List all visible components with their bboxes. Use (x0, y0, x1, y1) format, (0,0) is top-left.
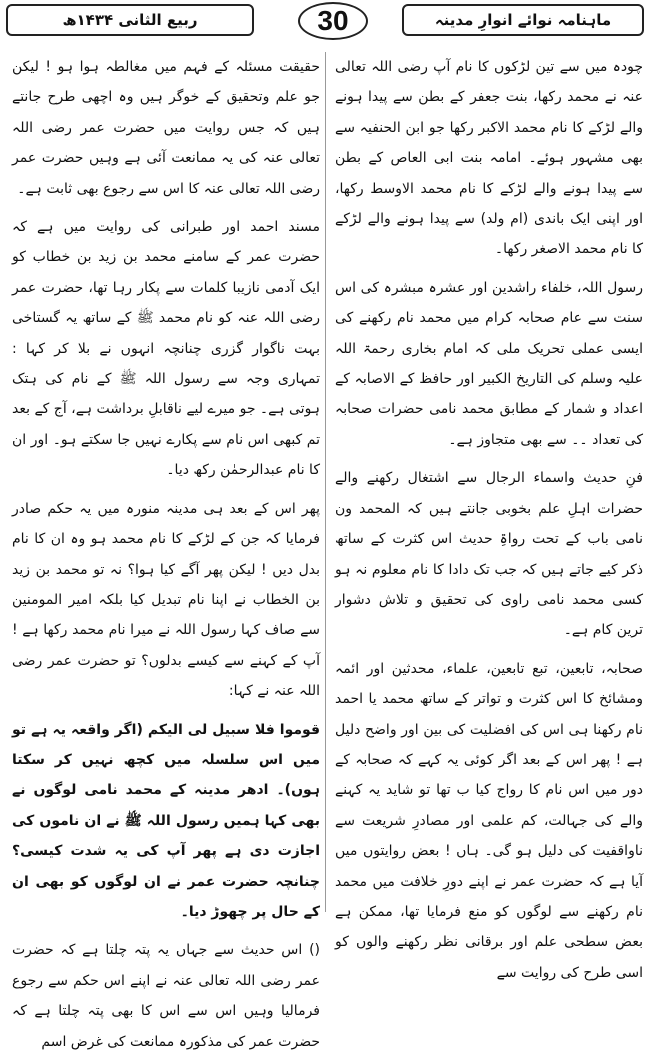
paragraph: پھر اس کے بعد ہی مدینہ منورہ میں یہ حکم صادر فرمایا کہ جن کے لڑکے کا نام محمد ہو وہ ان کا نام بدل دیں ! لیکن پھر آگے کیا ہوا؟ نہ تو محمد بن زید بن الخطاب نے اپنا نام تبدیل کیا بلکہ امیر المومنین سے صاف کہا رسول اللہ نے میرا نام محمد رکھا ہے ! آپ کے کہنے سے کیسے بدلوں؟ تو حضرت عمر رضی اللہ عنہ نے کہا: (12, 500, 320, 700)
page-header (0, 0, 650, 50)
paragraph: مسند احمد اور طبرانی کی روایت میں ہے کہ حضرت عمر کے سامنے محمد بن زید بن خطاب کو ایک آدمی نازیبا کلمات سے پکار رہا تھا، حضرت عمر رضی اللہ عنہ کو نام محمد ﷺ کے ساتھ یہ گستاخی بہت ناگوار گزری چنانچہ انہوں نے بلا کر کہا : تمہاری وجہ سے رسول اللہ ﷺ کے نام کی ہتک ہوتی ہے۔ جو میرے لیے ناقابلِ برداشت ہے، آج کے بعد تم کبھی اس نام سے پکارے نہیں جا سکتے ہو۔ اور ان کا نام عبدالرحمٰن رکھ دیا۔ (12, 219, 320, 479)
right-column (335, 52, 643, 981)
paragraph: قوموا فلا سبیل لی الیکم (اگر واقعہ یہ ہے تو میں اس سلسلہ میں کچھ نہیں کر سکتا ہوں)۔ ادھر مدینہ کے محمد نامی لوگوں نے بھی کہا ہمیں رسول اللہ ﷺ نے ان ناموں کی اجازت دی ہے پھر آپ کی یہ شدت کیسی؟ چنانچہ حضرت عمر نے ان لوگوں کو بھی ان کے حال پر چھوڑ دیا۔ (12, 721, 320, 920)
paragraph: () اس حدیث سے جہاں یہ پتہ چلتا ہے کہ حضرت عمر رضی اللہ تعالی عنہ نے اپنے اس حکم سے رجوع فرمالیا وہیں اس سے اس کا بھی پتہ چلتا ہے کہ حضرت عمر کی مذکورہ ممانعت کی غرض اسم (12, 942, 320, 1050)
column-divider (325, 52, 326, 912)
paragraph: رسول اللہ، خلفاء راشدین اور عشرہ مبشرہ کی اس سنت سے عام صحابہ کرام میں محمد نام رکھنے کی ایسی عملی تحریک ملی کہ امام بخاری رحمۃ اللہ علیہ وسلم کی التاریخ الکبیر اور حافظ کے الاصابہ کے اعداد و شمار کے مطابق محمد نامی حضرات صحابہ کی تعداد ۔۔ سے بھی متجاوز ہے۔ (335, 279, 643, 448)
paragraph: صحابہ، تابعین، تبع تابعین، علماء، محدثین اور ائمہ ومشائخ کا اس کثرت و تواتر کے ساتھ محمد یا احمد نام رکھنا ہی اس کی افضلیت کی بین اور واضح دلیل ہے ! پھر اس کے بعد اگر کوئی یہ کہے کہ صحابہ کے دور میں اس نام کا رواج کیا ب تھا تو شاید یہ کہنے والے کی جہالت، کم علمی اور مصادرِ شریعت سے ناواقفیت کی دلیل ہو گی۔ ہاں ! بعض روایتوں میں آیا ہے کہ حضرت عمر نے اپنے دورِ خلافت میں محمد نام رکھنے سے لوگوں کو منع فرمایا تھا، ممکن ہے بعض سطحی علم اور برقانی نظر رکھنے والوں کو اسی طرح کی روایت سے (335, 660, 643, 981)
paragraph: چودہ میں سے تین لڑکوں کا نام آپ رضی اللہ تعالی عنہ نے محمد رکھا، بنت جعفر کے بطن سے پیدا ہونے والے لڑکے کا نام محمد الاکبر رکھا جو ابن الحنفیہ سے بھی مشہور ہوئے۔ امامہ بنت ابی العاص کے بطن سے پیدا ہونے والے لڑکے کا نام محمد الاوسط رکھا، اور اپنی ایک باندی (ام ولد) سے پیدا ہونے والے لڑکے کا نام محمد الاصغر رکھا۔ (335, 59, 643, 258)
issue-date: ربیع الثانی ۱۴۳۴ھ (6, 4, 254, 36)
magazine-title: ماہنامہ نوائے انوارِ مدینہ (402, 4, 644, 36)
paragraph: فنِ حدیث واسماء الرجال سے اشتغال رکھنے والے حضرات اہلِ علم بخوبی جانتے ہیں کہ المحمد ون نامی باب کے تحت رواۃِ حدیث اس کثرت کے ساتھ ذکر کیے جاتے ہیں کہ جب تک دادا کا نام معلوم نہ ہو کسی محمد نامی راوی کی تحقیق و تلاش دشوار ترین کام ہے۔ (335, 470, 643, 639)
page-number: 30 (298, 2, 368, 40)
paragraph: حقیقت مسئلہ کے فہم میں مغالطہ ہوا ہو ! لیکن جو علم وتحقیق کے خوگر ہیں وہ اچھی طرح جانتے ہیں کہ جس روایت میں حضرت عمر رضی اللہ تعالی عنہ کی یہ ممانعت آئی ہے وہیں حضرت عمر رضی اللہ تعالی عنہ کا اس سے رجوع بھی ثابت ہے۔ (12, 59, 320, 197)
left-column (12, 52, 320, 1050)
